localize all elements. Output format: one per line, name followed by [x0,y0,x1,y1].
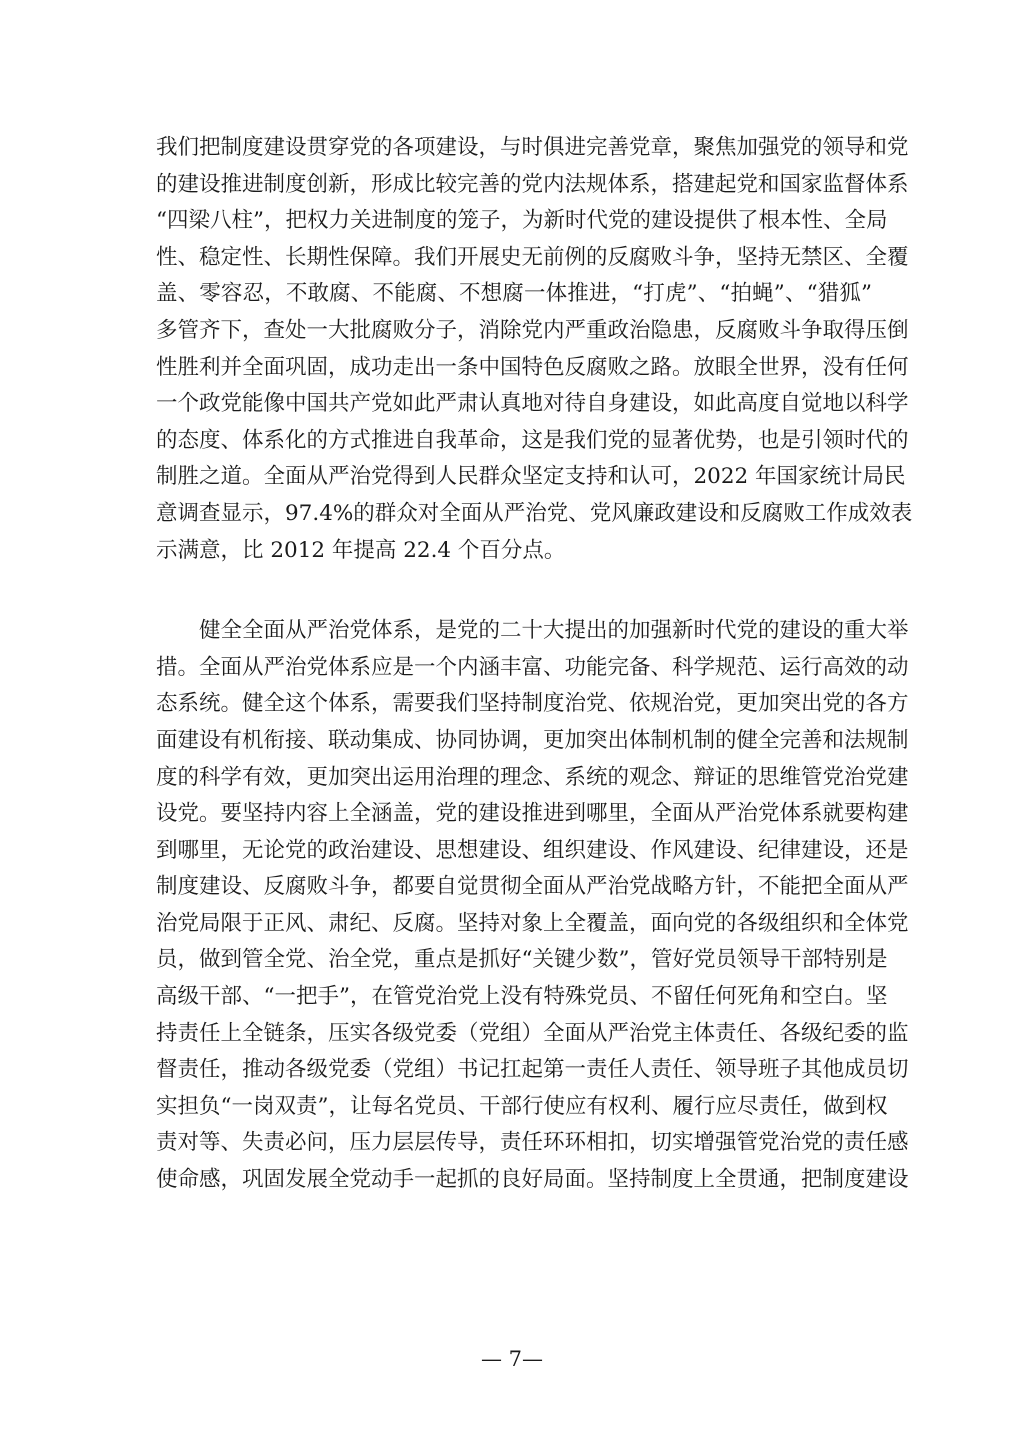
text-line: 的态度、体系化的方式推进自我革命，这是我们党的显著优势，也是引领时代的 [156,427,909,453]
text-line: 制胜之道。全面从严治党得到人民群众坚定支持和认可，2022 年国家统计局民 [156,464,906,490]
text-line: 度的科学有效，更加突出运用治理的理念、系统的观念、辩证的思维管党治党建 [156,764,909,790]
text-line: 措。全面从严治党体系应是一个内涵丰富、功能完备、科学规范、运行高效的动 [156,654,909,680]
text-line: 治党局限于正风、肃纪、反腐。坚持对象上全覆盖，面向党的各级组织和全体党 [156,910,909,936]
text-line: 我们把制度建设贯穿党的各项建设，与时俱进完善党章，聚焦加强党的领导和党 [156,135,909,160]
text-line: 员，做到管全党、治全党，重点是抓好“关键少数”，管好党员领导干部特别是 [156,947,888,973]
text-line: 健全全面从严治党体系，是党的二十大提出的加强新时代党的建设的重大举 [156,618,909,644]
text-line: 督责任，推动各级党委（党组）书记扛起第一责任人责任、领导班子其他成员切 [156,1057,909,1083]
text-line: 面建设有机衔接、联动集成、协同协调，更加突出体制机制的健全完善和法规制 [156,727,909,753]
text-line: 设党。要坚持内容上全涵盖，党的建设推进到哪里，全面从严治党体系就要构建 [156,801,909,827]
text-line: 实担负“一岗双责”，让每名党员、干部行使应有权利、履行应尽责任，做到权 [156,1093,888,1119]
text-line: 意调查显示，97.4%的群众对全面从严治党、党风廉政建设和反腐败工作成效表 [156,500,913,526]
text-line: 性、稳定性、长期性保障。我们开展史无前例的反腐败斗争，坚持无禁区、全覆 [156,244,909,270]
text-line: 一个政党能像中国共产党如此严肃认真地对待自身建设，如此高度自觉地以科学 [156,391,909,417]
paragraph-1 [156,130,913,569]
text-line: 使命感，巩固发展全党动手一起抓的良好局面。坚持制度上全贯通，把制度建设 [156,1167,909,1193]
text-line: 高级干部、“一把手”，在管党治党上没有特殊党员、不留任何死角和空白。坚 [156,984,888,1010]
text-line: 盖、零容忍，不敢腐、不能腐、不想腐一体推进，“打虎”、“拍蝇”、“猎狐” [156,281,872,307]
text-line: 持责任上全链条，压实各级党委（党组）全面从严治党主体责任、各级纪委的监 [156,1020,909,1046]
text-line: 的建设推进制度创新，形成比较完善的党内法规体系，搭建起党和国家监督体系 [156,171,909,197]
text-line: 示满意，比 2012 年提高 22.4 个百分点。 [156,537,566,563]
text-line: 多管齐下，查处一大批腐败分子，消除党内严重政治隐患，反腐败斗争取得压倒 [156,317,909,343]
text-line: 性胜利并全面巩固，成功走出一条中国特色反腐败之路。放眼全世界，没有任何 [156,354,909,380]
text-line: 到哪里，无论党的政治建设、思想建设、组织建设、作风建设、纪律建设，还是 [156,837,909,863]
body-text [156,130,913,1199]
page-number: — 7— [480,1347,544,1371]
text-line: 责对等、失责必问，压力层层传导，责任环环相扣，切实增强管党治党的责任感 [156,1130,909,1156]
paragraph-2 [156,613,909,1199]
text-line: 态系统。健全这个体系，需要我们坚持制度治党、依规治党，更加突出党的各方 [156,691,909,717]
text-line: “四梁八柱”，把权力关进制度的笼子，为新时代党的建设提供了根本性、全局 [156,208,888,234]
paragraph-spacer [156,569,872,613]
text-line: 制度建设、反腐败斗争，都要自觉贯彻全面从严治党战略方针，不能把全面从严 [156,874,909,900]
